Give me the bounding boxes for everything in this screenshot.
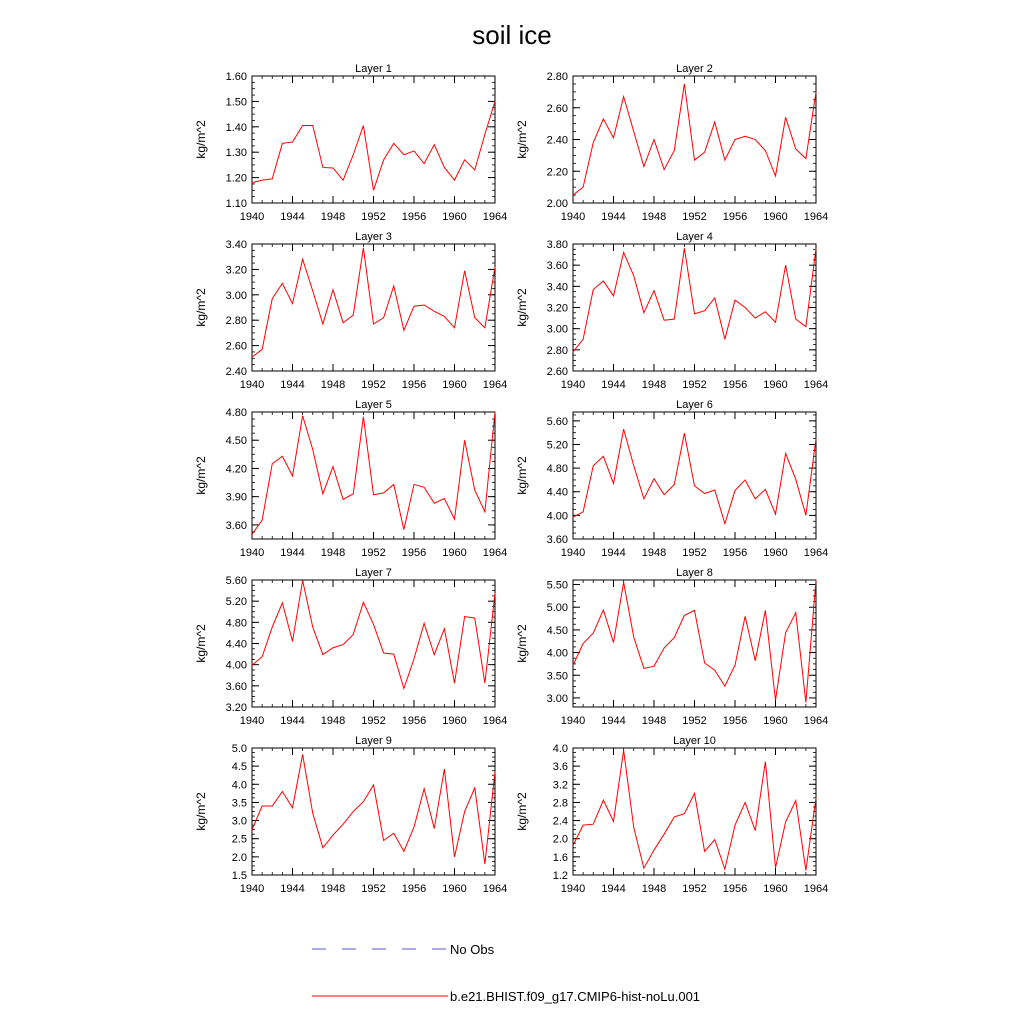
x-tick-label: 1940 <box>560 211 586 223</box>
x-tick-label: 1956 <box>401 883 427 895</box>
x-tick-label: 1960 <box>442 715 467 727</box>
x-tick-label: 1960 <box>442 547 467 559</box>
plot-frame <box>252 580 495 707</box>
y-tick-label: 4.50 <box>546 624 568 637</box>
y-tick-label: 3.40 <box>546 281 568 294</box>
y-tick-label: 2.80 <box>546 71 568 83</box>
x-tick-label: 1952 <box>682 883 707 895</box>
panel-layer-9 <box>194 735 507 895</box>
panel-layer-10 <box>515 735 828 895</box>
panel-layer-1 <box>194 63 507 223</box>
series-line <box>573 84 816 195</box>
panel-title: Layer 6 <box>676 399 713 411</box>
panel-title: Layer 7 <box>355 567 392 579</box>
y-tick-label: 4.00 <box>546 647 568 660</box>
plot-frame <box>573 244 816 371</box>
y-tick-label: 3.20 <box>546 302 568 315</box>
panel-title: Layer 3 <box>355 231 392 243</box>
y-tick-label: 3.60 <box>225 519 247 532</box>
y-tick-label: 3.00 <box>225 289 247 302</box>
y-axis-label: kg/m^2 <box>515 456 529 495</box>
x-tick-label: 1948 <box>641 883 667 895</box>
y-tick-label: 5.00 <box>546 602 568 615</box>
x-tick-label: 1952 <box>361 883 386 895</box>
x-tick-label: 1952 <box>682 715 707 727</box>
y-tick-label: 5.60 <box>546 415 568 428</box>
y-axis-label: kg/m^2 <box>515 792 529 831</box>
legend <box>312 942 700 1004</box>
x-tick-label: 1952 <box>361 547 386 559</box>
x-tick-label: 1944 <box>601 211 626 223</box>
x-tick-label: 1940 <box>560 715 586 727</box>
x-tick-label: 1960 <box>763 883 788 895</box>
y-tick-label: 4.50 <box>225 435 247 448</box>
y-tick-label: 1.10 <box>225 198 247 210</box>
y-tick-label: 3.2 <box>552 779 568 792</box>
x-tick-label: 1944 <box>601 715 626 727</box>
x-tick-label: 1944 <box>280 883 305 895</box>
series-line <box>573 580 816 702</box>
y-tick-label: 3.20 <box>225 264 247 277</box>
y-tick-label: 2.8 <box>552 797 568 810</box>
y-tick-label: 3.00 <box>546 323 568 336</box>
plot-frame <box>252 748 495 875</box>
y-tick-label: 4.00 <box>225 659 247 672</box>
panel-layer-6 <box>515 399 828 559</box>
y-tick-label: 3.5 <box>231 797 247 810</box>
plot-frame <box>573 412 816 539</box>
y-tick-label: 1.40 <box>225 121 247 134</box>
x-tick-label: 1952 <box>361 379 386 391</box>
y-tick-label: 4.80 <box>546 463 568 476</box>
x-tick-label: 1960 <box>442 883 467 895</box>
x-tick-label: 1956 <box>722 883 748 895</box>
plot-frame <box>252 412 495 539</box>
x-tick-label: 1948 <box>320 883 346 895</box>
y-tick-label: 5.60 <box>225 575 247 587</box>
y-tick-label: 4.80 <box>225 407 247 419</box>
x-tick-label: 1956 <box>722 379 748 391</box>
y-tick-label: 3.00 <box>546 692 568 705</box>
series-line <box>252 581 495 689</box>
x-tick-label: 1940 <box>239 379 265 391</box>
y-tick-label: 3.90 <box>225 491 247 504</box>
y-tick-label: 4.00 <box>546 510 568 523</box>
panel-title: Layer 1 <box>355 63 392 75</box>
y-tick-label: 2.0 <box>552 833 568 846</box>
panel-title: Layer 2 <box>676 63 713 75</box>
x-tick-label: 1944 <box>280 547 305 559</box>
panel-layer-5 <box>194 399 507 559</box>
y-tick-label: 2.60 <box>546 366 568 378</box>
y-tick-label: 2.60 <box>546 102 568 115</box>
x-tick-label: 1940 <box>239 547 265 559</box>
y-tick-label: 5.20 <box>225 596 247 609</box>
panel-title: Layer 4 <box>676 231 713 243</box>
legend-obs-label: No Obs <box>450 942 495 957</box>
y-tick-label: 4.40 <box>225 638 247 651</box>
y-tick-label: 1.30 <box>225 147 247 160</box>
x-tick-label: 1964 <box>482 211 508 223</box>
y-axis-label: kg/m^2 <box>515 288 529 327</box>
figure-title: soil ice <box>472 20 552 50</box>
y-tick-label: 1.60 <box>225 71 247 83</box>
plot-frame <box>573 580 816 707</box>
x-tick-label: 1944 <box>601 547 626 559</box>
y-tick-label: 2.4 <box>552 815 568 828</box>
y-axis-label: kg/m^2 <box>194 288 208 327</box>
y-axis-label: kg/m^2 <box>194 792 208 831</box>
y-tick-label: 2.60 <box>225 340 247 353</box>
y-tick-label: 4.0 <box>231 779 247 792</box>
panel-title: Layer 8 <box>676 567 713 579</box>
panel-title: Layer 10 <box>673 735 716 747</box>
y-tick-label: 2.80 <box>546 344 568 357</box>
y-tick-label: 4.5 <box>231 761 247 774</box>
x-tick-label: 1956 <box>722 547 748 559</box>
x-tick-label: 1964 <box>803 547 829 559</box>
y-axis-label: kg/m^2 <box>515 120 529 159</box>
x-tick-label: 1960 <box>763 547 788 559</box>
panel-layer-3 <box>194 231 507 391</box>
x-tick-label: 1948 <box>641 547 667 559</box>
x-tick-label: 1940 <box>560 379 586 391</box>
panel-layer-4 <box>515 231 828 391</box>
x-tick-label: 1960 <box>442 211 467 223</box>
y-axis-label: kg/m^2 <box>194 456 208 495</box>
x-tick-label: 1944 <box>280 715 305 727</box>
x-tick-label: 1940 <box>239 715 265 727</box>
x-tick-label: 1960 <box>763 715 788 727</box>
x-tick-label: 1948 <box>641 379 667 391</box>
y-tick-label: 2.80 <box>225 315 247 328</box>
x-tick-label: 1956 <box>401 211 427 223</box>
x-tick-label: 1952 <box>361 211 386 223</box>
y-axis-label: kg/m^2 <box>194 120 208 159</box>
y-tick-label: 3.60 <box>546 260 568 273</box>
y-tick-label: 1.5 <box>231 870 247 882</box>
x-tick-label: 1964 <box>803 715 829 727</box>
x-tick-label: 1960 <box>763 211 788 223</box>
series-line <box>252 101 495 190</box>
y-tick-label: 3.0 <box>231 815 247 828</box>
x-tick-label: 1948 <box>320 211 346 223</box>
y-tick-label: 2.0 <box>231 851 247 864</box>
y-tick-label: 1.50 <box>225 96 247 109</box>
y-tick-label: 3.60 <box>225 680 247 693</box>
plot-frame <box>252 76 495 203</box>
plot-frame <box>573 76 816 203</box>
x-tick-label: 1940 <box>239 883 265 895</box>
y-tick-label: 1.20 <box>225 172 247 185</box>
panel-title: Layer 5 <box>355 399 392 411</box>
x-tick-label: 1956 <box>722 211 748 223</box>
x-tick-label: 1956 <box>401 547 427 559</box>
x-tick-label: 1948 <box>320 379 346 391</box>
y-tick-label: 2.40 <box>225 366 247 378</box>
x-tick-label: 1944 <box>280 211 305 223</box>
y-tick-label: 2.40 <box>546 134 568 147</box>
y-tick-label: 1.2 <box>552 870 568 882</box>
x-tick-label: 1944 <box>601 883 626 895</box>
series-line <box>252 248 495 357</box>
y-tick-label: 4.20 <box>225 463 247 476</box>
y-tick-label: 3.60 <box>546 534 568 546</box>
y-tick-label: 5.0 <box>231 743 247 755</box>
y-axis-label: kg/m^2 <box>194 624 208 663</box>
y-axis-label: kg/m^2 <box>515 624 529 663</box>
x-tick-label: 1944 <box>601 379 626 391</box>
series-line <box>573 248 816 352</box>
panel-title: Layer 9 <box>355 735 392 747</box>
y-tick-label: 5.20 <box>546 439 568 452</box>
x-tick-label: 1964 <box>482 547 508 559</box>
y-tick-label: 5.50 <box>546 579 568 592</box>
panel-layer-7 <box>194 567 507 727</box>
x-tick-label: 1960 <box>442 379 467 391</box>
y-tick-label: 3.6 <box>552 761 568 774</box>
x-tick-label: 1940 <box>560 547 586 559</box>
y-tick-label: 1.6 <box>552 851 568 864</box>
y-tick-label: 2.20 <box>546 166 568 179</box>
y-tick-label: 2.00 <box>546 198 568 210</box>
x-tick-label: 1952 <box>682 211 707 223</box>
x-tick-label: 1948 <box>320 715 346 727</box>
y-tick-label: 3.40 <box>225 239 247 251</box>
x-tick-label: 1956 <box>722 715 748 727</box>
x-tick-label: 1952 <box>682 379 707 391</box>
x-tick-label: 1952 <box>682 547 707 559</box>
x-tick-label: 1948 <box>641 211 667 223</box>
x-tick-label: 1952 <box>361 715 386 727</box>
x-tick-label: 1964 <box>482 379 508 391</box>
x-tick-label: 1944 <box>280 379 305 391</box>
x-tick-label: 1940 <box>560 883 586 895</box>
series-line <box>573 750 816 870</box>
x-tick-label: 1948 <box>320 547 346 559</box>
x-tick-label: 1964 <box>803 211 829 223</box>
plot-frame <box>573 748 816 875</box>
y-tick-label: 4.80 <box>225 617 247 630</box>
x-tick-label: 1960 <box>763 379 788 391</box>
y-tick-label: 4.0 <box>552 743 568 755</box>
x-tick-label: 1964 <box>803 883 829 895</box>
panel-grid <box>194 63 828 895</box>
x-tick-label: 1940 <box>239 211 265 223</box>
y-tick-label: 2.5 <box>231 833 247 846</box>
y-tick-label: 3.50 <box>546 670 568 683</box>
x-tick-label: 1956 <box>401 379 427 391</box>
y-tick-label: 4.40 <box>546 486 568 499</box>
y-tick-label: 3.20 <box>225 702 247 714</box>
series-line <box>252 412 495 534</box>
y-tick-label: 3.80 <box>546 239 568 251</box>
x-tick-label: 1948 <box>641 715 667 727</box>
x-tick-label: 1964 <box>803 379 829 391</box>
panel-layer-2 <box>515 63 828 223</box>
legend-model-label: b.e21.BHIST.f09_g17.CMIP6-hist-noLu.001 <box>450 989 701 1004</box>
x-tick-label: 1964 <box>482 883 508 895</box>
x-tick-label: 1956 <box>401 715 427 727</box>
x-tick-label: 1964 <box>482 715 508 727</box>
panel-layer-8 <box>515 567 828 727</box>
series-line <box>573 429 816 524</box>
series-line <box>252 755 495 865</box>
